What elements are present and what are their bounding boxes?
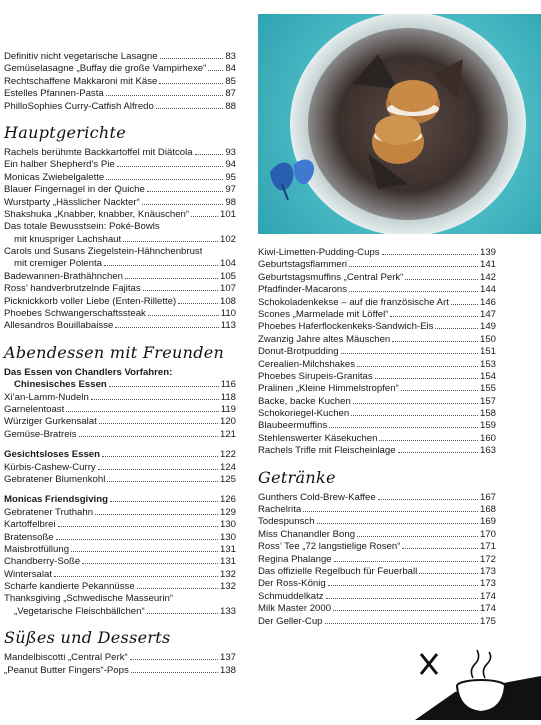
toc-entry [4, 271, 236, 283]
dot-leader [58, 526, 218, 527]
page-number: 120 [219, 416, 236, 428]
toc-entry [258, 516, 496, 528]
dot-leader [98, 469, 218, 470]
dot-leader [71, 551, 218, 552]
entry-title: Mandelbiscotti „Central Perk“ [4, 652, 128, 664]
section-heading: Abendessen mit Freunden [4, 342, 225, 362]
dot-leader [402, 548, 478, 549]
entry-title: Das totale Bewusstsein: Poké-Bowls [4, 221, 160, 233]
page-number: 142 [479, 271, 496, 283]
toc-entry [258, 408, 496, 420]
entry-title: mit knuspriger Lachshaut [14, 233, 122, 245]
entry-title: Shakshuka „Knabber, knabber, Knäuschen“ [4, 208, 190, 220]
entry-title: Definitiv nicht vegetarische Lasagne [4, 51, 158, 62]
page-number: 94 [225, 159, 236, 171]
entry-title: Picknickkorb voller Liebe (Enten-Rillette) [4, 295, 177, 307]
dot-leader [317, 523, 478, 524]
page-number: 138 [219, 664, 236, 676]
page-number: 169 [479, 516, 496, 528]
toc-entry [4, 606, 236, 618]
entry-title: Gunthers Cold-Brew-Kaffee [258, 491, 376, 503]
entry-title: Gebratener Truthahn [4, 506, 94, 518]
entry-title: Donut-Brotpudding [258, 346, 339, 358]
toc-entry [4, 88, 236, 100]
entry-title: Xi’an-Lamm-Nudeln [4, 391, 89, 403]
page-number: 139 [479, 247, 496, 258]
page-number: 126 [219, 494, 236, 506]
toc-entry [4, 147, 236, 159]
page-number: 119 [220, 403, 236, 415]
dot-leader [435, 328, 478, 329]
page-number: 153 [479, 358, 496, 370]
dot-leader [159, 83, 223, 84]
toc-entry [4, 172, 236, 184]
dot-leader [419, 573, 478, 574]
page-number: 160 [479, 432, 496, 444]
dot-leader [328, 585, 478, 586]
dot-leader [401, 390, 478, 391]
dot-leader [357, 536, 478, 537]
dot-leader [405, 279, 478, 280]
page-number: 137 [219, 652, 236, 664]
page-number: 173 [479, 578, 496, 590]
dot-leader [349, 266, 478, 267]
entry-title: Würziger Gurkensalat [4, 416, 97, 428]
entry-title: Rechtschaffene Makkaroni mit Käse [4, 75, 158, 87]
entry-title: Schmuddelkatz [258, 590, 324, 602]
dot-leader [137, 588, 218, 589]
entry-title: Scharfe kandierte Pekannüsse [4, 581, 135, 593]
toc-entry [258, 566, 496, 578]
page-number: 150 [479, 333, 496, 345]
dot-leader [178, 303, 218, 304]
toc-entry [258, 433, 496, 445]
entry-title: Chandberry-Soße [4, 556, 81, 568]
toc-entry [258, 334, 496, 346]
dot-leader [123, 241, 218, 242]
dot-leader [341, 353, 478, 354]
entry-title: Estelles Pfannen-Pasta [4, 88, 104, 100]
page-number: 133 [219, 605, 236, 617]
entry-title: Milk Master 2000 [258, 603, 332, 615]
dot-leader [333, 610, 478, 611]
dot-leader [325, 623, 478, 624]
entry-title: Zwanzig Jahre altes Mäuschen [258, 333, 391, 345]
toc-entry [4, 569, 236, 581]
toc-entry [4, 665, 236, 677]
page-number: 163 [479, 445, 496, 457]
toc-entry [258, 616, 496, 628]
entry-title: Cerealien-Milchshakes [258, 358, 356, 370]
toc-entry [4, 544, 236, 556]
dot-leader [130, 659, 218, 660]
toc-entry [258, 247, 496, 259]
page-number: 85 [225, 75, 236, 87]
toc-entry [4, 101, 236, 113]
entry-title: Scones „Marmelade mit Löffel“ [258, 308, 389, 320]
entry-title: mit cremiger Polenta [14, 258, 102, 270]
entry-title: Gemüselasagne „Buffay die große Vampirhexe“ [4, 63, 207, 75]
toc-entry [258, 504, 496, 516]
toc-entry [258, 396, 496, 408]
page-number: 155 [479, 383, 496, 395]
toc-entry [258, 445, 496, 457]
dot-leader [117, 166, 224, 167]
page-number: 129 [219, 506, 236, 518]
dot-leader [398, 452, 478, 453]
entry-title: Chinesisches Essen [14, 379, 107, 391]
entry-title: Ein halber Shepherd’s Pie [4, 159, 115, 171]
section-heading: Hauptgerichte [4, 122, 127, 142]
toc-entry [4, 581, 236, 593]
entry-title: Phoebes Schwangerschaftssteak [4, 308, 146, 320]
toc-entry [258, 492, 496, 504]
page-number: 113 [220, 320, 236, 332]
entry-title: Backe, backe Kuchen [258, 395, 351, 407]
toc-entry [258, 272, 496, 284]
dot-leader [106, 179, 223, 180]
dot-leader [95, 514, 218, 515]
page-number: 124 [219, 461, 236, 473]
toc-entry [258, 541, 496, 553]
dot-leader [353, 403, 478, 404]
dot-leader [375, 378, 478, 379]
page-number: 159 [479, 420, 496, 432]
toc-entry [4, 379, 236, 391]
page-number: 149 [479, 321, 496, 333]
toc-entry [4, 159, 236, 171]
page-number: 93 [225, 146, 236, 158]
entry-title: Pfadfinder-Macarons [258, 284, 348, 296]
dot-leader [160, 58, 224, 59]
toc-entry [4, 532, 236, 544]
dot-leader [104, 265, 218, 266]
toc-entry [258, 591, 496, 603]
page-number: 132 [219, 568, 236, 580]
toc-entry [4, 462, 236, 474]
page-number: 122 [219, 449, 236, 461]
dot-leader [357, 366, 478, 367]
page-number: 108 [219, 295, 236, 307]
page-number: 84 [225, 63, 236, 75]
entry-title: Stehlenswerter Käsekuchen [258, 432, 378, 444]
entry-title: Kiwi-Limetten-Pudding-Cups [258, 247, 380, 258]
dot-leader [115, 327, 218, 328]
entry-title: Phoebes Haferflockenkeks-Sandwich-Eis [258, 321, 434, 333]
page-number: 101 [219, 208, 236, 220]
dot-leader [349, 291, 478, 292]
toc-entry [258, 284, 496, 296]
toc-entry [4, 320, 236, 332]
entry-title: Wintersalat [4, 568, 52, 580]
dot-leader [156, 108, 223, 109]
entry-title: Der Ross-König [258, 578, 326, 590]
entry-title: Maisbrotfüllung [4, 543, 70, 555]
entry-title: Wurstparty „Hässlicher Nackter“ [4, 196, 140, 208]
toc-entry [4, 63, 236, 75]
page-number: 174 [479, 590, 496, 602]
entry-title: Bratensoße [4, 531, 54, 543]
toc-entry [4, 221, 236, 233]
toc-entry [4, 507, 236, 519]
page-number: 105 [219, 270, 236, 282]
entry-title: Geburtstagsmuffins „Central Perk“ [258, 271, 404, 283]
entry-title: Todespunsch [258, 516, 315, 528]
page-number: 146 [479, 296, 496, 308]
toc-entry [4, 367, 236, 379]
dot-leader [191, 216, 218, 217]
entry-title: Das Essen von Chandlers Vorfahren: [4, 366, 173, 378]
entry-title: Blaubeermuffins [258, 420, 328, 432]
dot-leader [379, 440, 478, 441]
dot-leader [56, 539, 218, 540]
page-number: 141 [479, 259, 496, 271]
page-number: 87 [225, 88, 236, 100]
entry-title: Rachels Trifle mit Fleischeinlage [258, 445, 396, 457]
entry-title: Carols und Susans Ziegelstein-Hähnchenbrust [4, 246, 203, 258]
page-number: 144 [479, 284, 496, 296]
entry-title: Phoebes Sirupeis-Granitas [258, 370, 373, 382]
entry-title: Thanksgiving „Schwedische Masseurin“ [4, 593, 174, 605]
page-number: 88 [225, 100, 236, 112]
toc-entry [4, 593, 236, 605]
entry-title: „Vegetarische Fleischbällchen“ [14, 605, 145, 617]
dot-leader [142, 204, 224, 205]
toc-entry [4, 416, 236, 428]
toc-entry [258, 359, 496, 371]
entry-title: Blauer Fingernagel in der Quiche [4, 184, 145, 196]
entry-title: Der Geller-Cup [258, 615, 323, 627]
dot-leader [392, 341, 478, 342]
coffee-cup-doodle [415, 640, 541, 720]
toc-entry [4, 519, 236, 531]
dot-leader [390, 316, 478, 317]
dot-leader [125, 278, 218, 279]
toc-entry [4, 209, 236, 221]
page-number: 131 [219, 543, 236, 555]
dot-leader [451, 304, 478, 305]
entry-title: Miss Chanandler Bong [258, 528, 356, 540]
entry-title: Geburtstagsflammeri [258, 259, 348, 271]
entry-title: „Peanut Butter Fingers“-Pops [4, 664, 129, 676]
toc-entry [258, 554, 496, 566]
page-number: 130 [219, 531, 236, 543]
toc-entry [258, 309, 496, 321]
entry-title: Monicas Friendsgiving [4, 494, 108, 506]
page-number: 98 [225, 196, 236, 208]
page-number: 151 [479, 346, 496, 358]
entry-title: Badewannen-Brathähnchen [4, 270, 123, 282]
toc-entry [4, 392, 236, 404]
page-number: 107 [219, 283, 236, 295]
page-number: 167 [479, 491, 496, 503]
page-number: 121 [219, 428, 236, 440]
dot-leader [195, 154, 224, 155]
page-number: 170 [479, 528, 496, 540]
dot-leader [143, 290, 218, 291]
dot-leader [382, 254, 478, 255]
toc-entry [258, 578, 496, 590]
page-number: 131 [219, 556, 236, 568]
toc-entry [258, 321, 496, 333]
dot-leader [99, 423, 218, 424]
toc-entry [4, 296, 236, 308]
dot-leader [131, 672, 218, 673]
page-number: 104 [219, 258, 236, 270]
dot-leader [351, 415, 478, 416]
toc-entry [4, 51, 236, 63]
page-number: 110 [220, 308, 236, 320]
toc-entry [4, 283, 236, 295]
entry-title: Gesichtsloses Essen [4, 449, 100, 461]
entry-title: Das offizielle Regelbuch für Feuerball [258, 565, 418, 577]
toc-entry [258, 371, 496, 383]
dot-leader [378, 499, 478, 500]
toc-column-left [4, 51, 236, 677]
page-number: 158 [479, 408, 496, 420]
dot-leader [82, 563, 218, 564]
toc-entry [258, 420, 496, 432]
section-heading: Süßes und Desserts [4, 628, 171, 648]
toc-entry [4, 652, 236, 664]
page-number: 173 [479, 565, 496, 577]
toc-entry [258, 603, 496, 615]
dot-leader [106, 95, 224, 96]
page-number: 97 [225, 184, 236, 196]
entry-title: PhilloSophies Curry-Catfish Alfredo [4, 100, 154, 112]
page-number: 83 [225, 51, 236, 62]
dot-leader [54, 576, 218, 577]
entry-title: Schokoriegel-Kuchen [258, 408, 350, 420]
entry-title: Ross’ Tee „72 langstielige Rosen“ [258, 541, 401, 553]
toc-entry [258, 297, 496, 309]
page-number: 95 [225, 171, 236, 183]
toc-entry [258, 259, 496, 271]
entry-title: Pralinen „Kleine Himmelstropfen“ [258, 383, 399, 395]
entry-title: Regina Phalange [258, 553, 332, 565]
page-number: 175 [479, 615, 496, 627]
entry-title: Ross’ handverbrutzelnde Fajitas [4, 283, 141, 295]
page-number: 130 [219, 519, 236, 531]
cookie-sandwich-photo [258, 14, 541, 234]
dot-leader [79, 436, 218, 437]
page-number: 174 [479, 603, 496, 615]
toc-entry [4, 494, 236, 506]
dot-leader [303, 511, 478, 512]
page-number: 172 [479, 553, 496, 565]
toc-entry [4, 429, 236, 441]
dot-leader [147, 191, 224, 192]
dot-leader [148, 315, 219, 316]
page-number: 116 [220, 379, 236, 391]
toc-entry [4, 449, 236, 461]
toc-entry [4, 258, 236, 270]
page-number: 168 [479, 504, 496, 516]
toc-entry [4, 404, 236, 416]
page-number: 171 [479, 541, 496, 553]
toc-entry [4, 474, 236, 486]
dot-leader [110, 501, 218, 502]
entry-title: Allesandros Bouillabaisse [4, 320, 114, 332]
page-number: 154 [479, 370, 496, 382]
entry-title: Schokoladenkekse – auf die französische Art [258, 296, 449, 308]
page-number: 125 [219, 473, 236, 485]
dot-leader [102, 456, 218, 457]
dot-leader [326, 598, 478, 599]
toc-entry [4, 197, 236, 209]
entry-title: Kürbis-Cashew-Curry [4, 461, 96, 473]
dot-leader [147, 613, 218, 614]
dot-leader [107, 481, 218, 482]
entry-title: Gebratener Blumenkohl [4, 473, 106, 485]
toc-column-right [258, 247, 496, 628]
page-number: 132 [219, 581, 236, 593]
entry-title: Monicas Zwiebelgalette [4, 171, 105, 183]
page-number: 102 [219, 233, 236, 245]
dot-leader [109, 386, 219, 387]
dot-leader [329, 427, 478, 428]
photo-illustration [258, 14, 541, 234]
toc-entry [258, 383, 496, 395]
toc-entry [258, 529, 496, 541]
dot-leader [208, 70, 223, 71]
toc-entry [258, 346, 496, 358]
entry-title: Garnelentoast [4, 403, 65, 415]
entry-title: Rachelrita [258, 504, 302, 516]
page-number: 118 [220, 391, 236, 403]
page-number: 157 [479, 395, 496, 407]
toc-entry [4, 308, 236, 320]
entry-title: Rachels berühmte Backkartoffel mit Diätcola [4, 146, 193, 158]
section-heading: Getränke [258, 467, 336, 487]
dot-leader [91, 399, 219, 400]
dot-leader [334, 561, 478, 562]
dot-leader [66, 411, 218, 412]
toc-entry [4, 556, 236, 568]
toc-entry [4, 76, 236, 88]
entry-title: Kartoffelbrei [4, 519, 56, 531]
toc-entry [4, 234, 236, 246]
entry-title: Gemüse-Bratreis [4, 428, 77, 440]
toc-entry [4, 246, 236, 258]
page-number: 147 [479, 308, 496, 320]
toc-entry [4, 184, 236, 196]
